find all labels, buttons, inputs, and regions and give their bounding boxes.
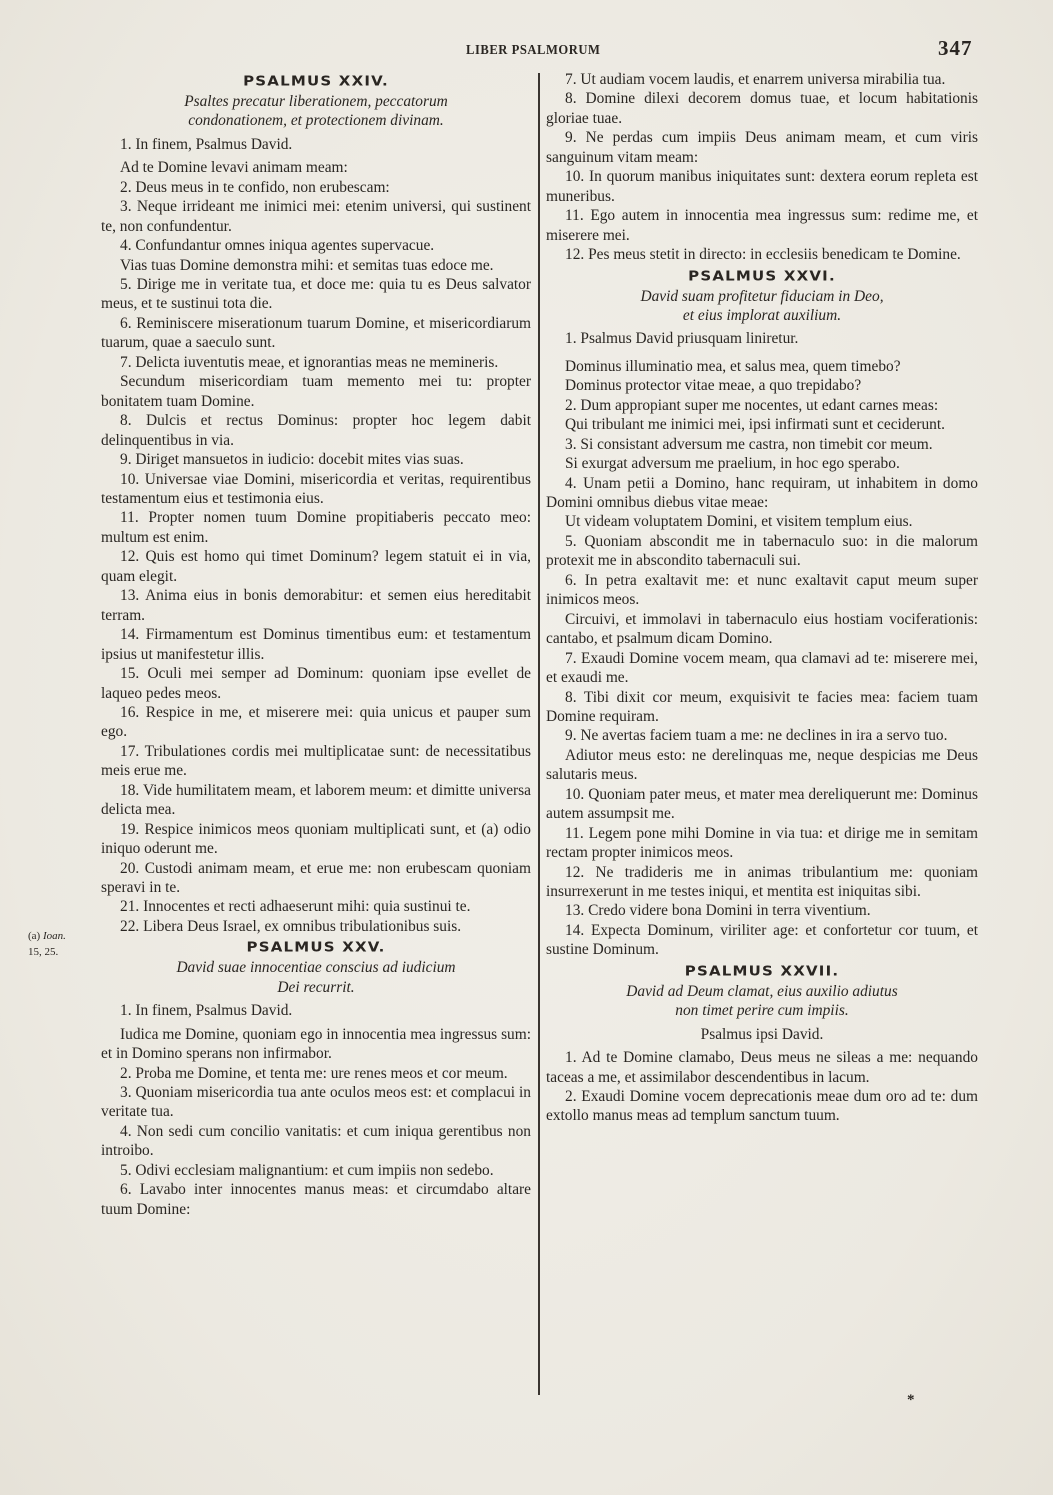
- verse: 4. Non sedi cum concilio vanitatis: et cum iniqua gerentibus non introibo.: [101, 1122, 531, 1160]
- psalm-27: [546, 960, 978, 1126]
- verse: 10. In quorum manibus iniquitates sunt: dextera eorum repleta est muneribus.: [546, 168, 978, 205]
- psalm-title: PSALMUS XXV.: [246, 939, 386, 956]
- verse: 11. Ego autem in innocentia mea ingressus sum: redime me, et miserere mei.: [546, 207, 978, 244]
- verse: 2. Exaudi Domine vocem deprecationis meae dum oro ad te: dum extollo manus meas ad templum sanctum tuum.: [546, 1088, 978, 1125]
- verse: Ad te Domine levavi animam meam:: [120, 159, 348, 177]
- verse: Circuivi, et immolavi in tabernaculo eius hostiam vociferationis: cantabo, et psalmum dicam Domino.: [546, 610, 978, 648]
- verse: Dominus illuminatio mea, et salus mea, quem timebo?: [565, 357, 901, 375]
- verse: 13. Credo videre bona Domini in terra viventium.: [565, 902, 871, 920]
- verse: 10. Universae viae Domini, misericordia et veritas, requirentibus testamentum eius et testimonia eius.: [101, 470, 531, 507]
- verse: 9. Ne avertas faciem tuam a me: ne declines in ira a servo tuo.: [565, 727, 948, 745]
- verse: Secundum misericordiam tuam memento mei tu: propter bonitatem tuam Domine.: [101, 373, 531, 410]
- verse: 14. Firmamentum est Dominus timentibus eum: et testamentum ipsius ut manifestetur illis.: [101, 626, 531, 663]
- verse: 5. Odivi ecclesiam malignantium: et cum impiis non sedebo.: [120, 1161, 494, 1179]
- verse: 21. Innocentes et recti adhaeserunt mihi: quia sustinui te.: [120, 898, 471, 916]
- psalm-title: PSALMUS XXVI.: [688, 267, 836, 284]
- argument-line: non timet perire cum impiis.: [675, 1002, 849, 1020]
- verse: 2. Deus meus in te confido, non erubescam:: [120, 178, 390, 196]
- verse: 11. Propter nomen tuum Domine propitiaberis peccato meo: multum est enim.: [101, 509, 531, 546]
- verse: 2. Dum appropiant super me nocentes, ut edant carnes meas:: [565, 396, 939, 414]
- verse: 1. In finem, Psalmus David.: [120, 135, 293, 153]
- verse: Qui tribulant me inimici mei, ipsi infirmati sunt et ceciderunt.: [565, 416, 945, 434]
- verse: 4. Confundantur omnes iniqua agentes supervacue.: [120, 237, 435, 255]
- verse: Iudica me Domine, quoniam ego in innocentia mea ingressus sum: et in Domino sperans non infirmabor.: [101, 1025, 531, 1063]
- margin-note-book: Ioan.: [42, 930, 66, 942]
- right-column: [546, 70, 978, 1126]
- verse: 14. Expecta Dominum, viriliter age: et confortetur cor tuum, et sustine Dominum.: [546, 921, 978, 959]
- verse: 15. Oculi mei semper ad Dominum: quoniam ipse evellet de laqueo pedes meos.: [101, 665, 531, 702]
- verse: Vias tuas Domine demonstra mihi: et semitas tuas edoce me.: [120, 256, 494, 274]
- verse: 7. Exaudi Domine vocem meam, qua clamavi ad te: miserere mei, et exaudi me.: [546, 649, 978, 687]
- argument-line: condonationem, et protectionem divinam.: [188, 112, 444, 130]
- psalm-25: [101, 936, 531, 1219]
- verse: 3. Quoniam misericordia tua ante oculos meos est: et complacui in veritate tua.: [101, 1084, 531, 1121]
- psalm-argument: [546, 982, 978, 1021]
- column-divider: [538, 73, 540, 1395]
- verse: 5. Quoniam abscondit me in tabernaculo suo: in die malorum protexit me in abscondito tabernaculi sui.: [546, 532, 978, 570]
- verse: 8. Tibi dixit cor meum, exquisivit te facies mea: faciem tuam Domine requiram.: [546, 688, 978, 725]
- verse: 3. Neque irrideant me inimici mei: etenim universi, qui sustinent te, non confundentur.: [101, 198, 531, 235]
- verse: 18. Vide humilitatem meam, et laborem meum: et dimitte universa delicta mea.: [101, 781, 531, 819]
- left-column: [101, 70, 531, 1219]
- argument-line: Dei recurrit.: [277, 978, 355, 996]
- verse: 13. Anima eius in bonis demorabitur: et semen eius hereditabit terram.: [101, 587, 531, 624]
- psalm-24: [101, 70, 531, 936]
- running-header: [0, 36, 1053, 64]
- verse: Ut videam voluptatem Domini, et visitem templum eius.: [565, 513, 913, 531]
- verse: 4. Unam petii a Domino, hanc requiram, ut inhabitem in domo Domini omnibus diebus vitae meae:: [546, 474, 978, 511]
- psalm-title: PSALMUS XXVII.: [684, 962, 840, 979]
- verse: 6. Lavabo inter innocentes manus meas: et circumdabo altare tuum Domine:: [101, 1181, 531, 1218]
- verse: 8. Dulcis et rectus Dominus: propter hoc legem dabit delinquentibus in via.: [101, 412, 531, 449]
- argument-line: Psaltes precatur liberationem, peccatorum: [184, 93, 448, 110]
- verse: Adiutor meus esto: ne derelinquas me, neque despicias me Deus salutaris meus.: [546, 746, 978, 784]
- verse: 6. In petra exaltavit me: et nunc exaltavit caput meum super inimicos meos.: [546, 571, 978, 609]
- verse: 9. Diriget mansuetos in iudicio: docebit mites vias suas.: [120, 451, 464, 469]
- verse: Dominus protector vitae meae, a quo trepidabo?: [565, 377, 862, 395]
- margin-note-location: 15, 25.: [28, 946, 59, 958]
- verse: 10. Quoniam pater meus, et mater mea dereliquerunt me: Dominus autem assumpsit me.: [546, 785, 978, 823]
- verse: 7. Delicta iuventutis meae, et ignorantias meas ne memineris.: [120, 353, 499, 371]
- psalm-argument: [101, 92, 531, 131]
- psalm-26: [546, 265, 978, 960]
- argument-line: David ad Deum clamat, eius auxilio adiutus: [626, 982, 898, 1000]
- psalm-argument: [101, 958, 531, 997]
- verse: 12. Ne tradideris me in animas tribulantium me: quoniam insurrexerunt in me testes iniqui, et mentita est iniquitas sibi.: [546, 863, 978, 901]
- printer-mark: *: [907, 1392, 915, 1408]
- verse: 17. Tribulationes cordis mei multiplicatae sunt: de necessitatibus meis erue me.: [101, 742, 531, 780]
- verse: 1. In finem, Psalmus David.: [120, 1002, 293, 1020]
- verse: 1. Psalmus David priusquam liniretur.: [565, 330, 799, 348]
- verse: 5. Dirige me in veritate tua, et doce me: quia tu es Deus salvator meus, et te sustinui tota die.: [101, 275, 531, 313]
- verse: 12. Quis est homo qui timet Dominum? legem statuit ei in via, quam elegit.: [101, 548, 531, 585]
- argument-line: et eius implorat auxilium.: [682, 306, 842, 324]
- verse: 9. Ne perdas cum impiis Deus animam meam, et cum viris sanguinum vitam meam:: [546, 129, 978, 166]
- verse: 19. Respice inimicos meos quoniam multiplicati sunt, et (a) odio iniquo oderunt me.: [101, 820, 531, 858]
- argument-line: David suae innocentiae conscius ad iudicium: [176, 959, 456, 977]
- running-title: LIBER PSALMORUM: [466, 43, 601, 58]
- psalm-superscription: Psalmus ipsi David.: [700, 1025, 824, 1043]
- margin-note-ref: (a): [28, 930, 41, 942]
- page-number: 347: [938, 36, 973, 60]
- verse: 16. Respice in me, et miserere mei: quia unicus et pauper sum ego.: [101, 703, 531, 741]
- argument-line: David suam profitetur fiduciam in Deo,: [640, 287, 884, 305]
- verse: 8. Domine dilexi decorem domus tuae, et locum habitationis gloriae tuae.: [546, 90, 978, 127]
- verse: 12. Pes meus stetit in directo: in ecclesiis benedicam te Domine.: [565, 246, 961, 264]
- verse: 1. Ad te Domine clamabo, Deus meus ne sileas a me: nequando taceas a me, et assimilabor descendentibus in lacum.: [546, 1049, 978, 1086]
- margin-note: [28, 928, 66, 960]
- verse: 7. Ut audiam vocem laudis, et enarrem universa mirabilia tua.: [565, 71, 946, 88]
- verse: 11. Legem pone mihi Domine in via tua: et dirige me in semitam rectam propter inimicos meos.: [546, 824, 978, 862]
- verse: 6. Reminiscere miserationum tuarum Domine, et misericordiarum tuarum, quae a saeculo sunt.: [101, 314, 531, 352]
- verse: 20. Custodi animam meam, et erue me: non erubescam quoniam speravi in te.: [101, 859, 531, 897]
- verse: Si exurgat adversum me praelium, in hoc ego sperabo.: [565, 455, 900, 473]
- verse: 2. Proba me Domine, et tenta me: ure renes meos et cor meum.: [120, 1064, 508, 1082]
- verse: 22. Libera Deus Israel, ex omnibus tribulationibus suis.: [120, 917, 462, 935]
- verse: 3. Si consistant adversum me castra, non timebit cor meum.: [565, 435, 933, 453]
- psalm-argument: [546, 287, 978, 326]
- psalm-title: PSALMUS XXIV.: [243, 72, 389, 90]
- psalm-25-continued: [546, 70, 978, 265]
